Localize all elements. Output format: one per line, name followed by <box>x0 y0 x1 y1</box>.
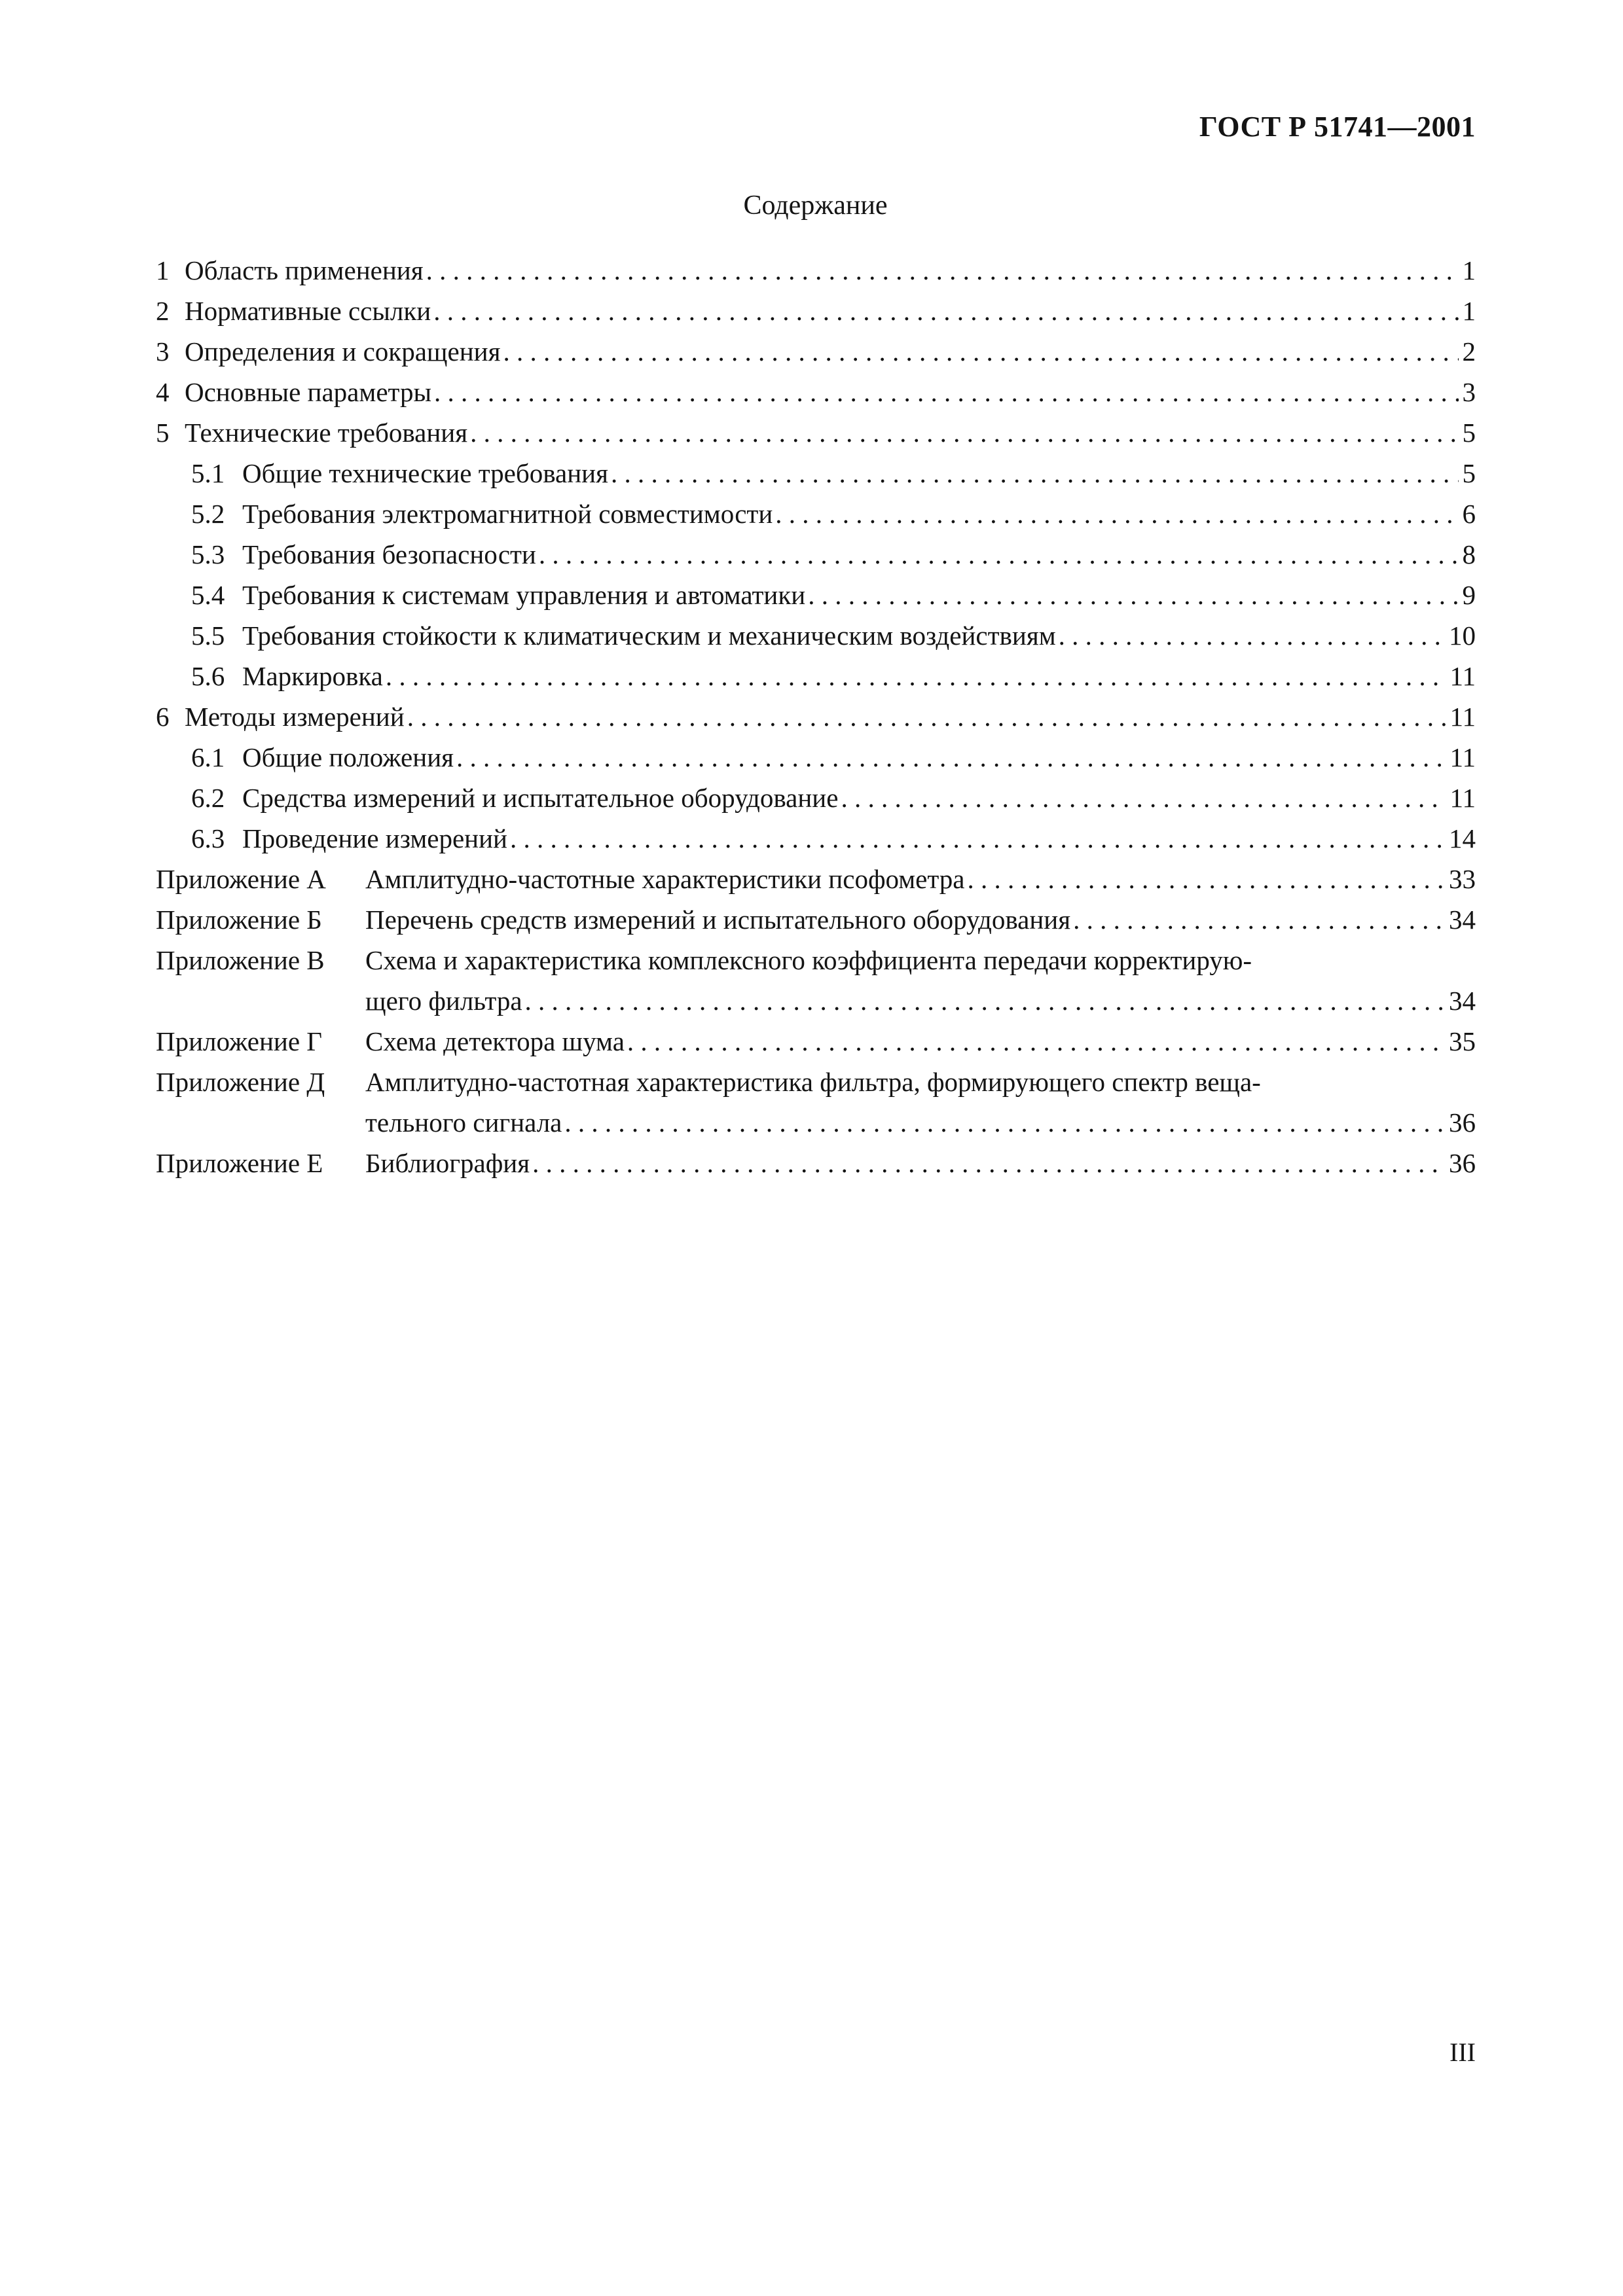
toc-appendix-d-continued[interactable] <box>156 1102 1476 1143</box>
leader-dots <box>467 412 1458 453</box>
toc-entry-page: 5 <box>1462 458 1476 488</box>
toc-entry-1[interactable] <box>156 250 1476 291</box>
toc-entry-5-1[interactable] <box>156 453 1476 493</box>
toc-appendix-v-continued[interactable] <box>156 980 1476 1021</box>
appendix-page: 36 <box>1449 1148 1476 1178</box>
toc-entry-5[interactable] <box>156 412 1476 453</box>
appendix-title: Библиография <box>365 1148 530 1178</box>
page-number: III <box>1450 2037 1476 2067</box>
toc-entry-page: 2 <box>1462 336 1476 367</box>
toc-entry-number: 5.5 <box>191 620 225 651</box>
toc-entry-number: 5 <box>156 418 170 448</box>
toc-entry-text: Общие технические требования <box>242 458 608 488</box>
appendix-label: Приложение Е <box>156 1148 323 1178</box>
toc-entry-6-3[interactable] <box>156 818 1476 859</box>
toc-entry-text: Требования к системам управления и автоматики <box>242 580 806 610</box>
leader-dots <box>562 1102 1445 1143</box>
leader-dots <box>454 737 1446 778</box>
leader-dots <box>838 778 1446 818</box>
appendix-label: Приложение В <box>156 945 325 975</box>
toc-appendix-g[interactable] <box>156 1021 1476 1062</box>
toc-entry-text: Проведение измерений <box>242 823 507 853</box>
toc-appendix-v[interactable] <box>156 940 1476 980</box>
toc-entry-text: Маркировка <box>242 661 383 691</box>
toc-entry-number: 2 <box>156 296 170 326</box>
leader-dots <box>805 575 1458 615</box>
appendix-title-line-1: Амплитудно-частотная характеристика фильтра, формирующего спектр веща- <box>365 1067 1261 1097</box>
toc-entry-page: 1 <box>1462 255 1476 285</box>
leader-dots <box>405 696 1446 737</box>
toc-entry-number: 5.2 <box>191 499 225 529</box>
appendix-page: 35 <box>1449 1026 1476 1056</box>
leader-dots <box>500 331 1458 372</box>
toc-entry-page: 14 <box>1449 823 1476 853</box>
toc-appendix-e[interactable] <box>156 1143 1476 1183</box>
toc-entry-number: 5.4 <box>191 580 225 610</box>
toc-entry-page: 1 <box>1462 296 1476 326</box>
toc-entry-text: Нормативные ссылки <box>185 296 431 326</box>
appendix-title-line-1: Схема и характеристика комплексного коэффициента передачи корректирую- <box>365 945 1252 975</box>
toc-entry-5-2[interactable] <box>156 493 1476 534</box>
toc-entry-page: 5 <box>1462 418 1476 448</box>
toc-entry-6-1[interactable] <box>156 737 1476 778</box>
leader-dots <box>431 291 1458 331</box>
toc-entry-number: 1 <box>156 255 170 285</box>
appendix-title: Схема детектора шума <box>365 1026 625 1056</box>
toc-entry-number: 3 <box>156 336 170 367</box>
toc-entry-number: 6.3 <box>191 823 225 853</box>
toc-entry-4[interactable] <box>156 372 1476 412</box>
toc-entry-text: Определения и сокращения <box>185 336 501 367</box>
toc-entry-page: 8 <box>1462 539 1476 569</box>
appendix-label: Приложение Г <box>156 1026 323 1056</box>
leader-dots <box>1056 615 1445 656</box>
leader-dots <box>773 493 1458 534</box>
toc-entry-number: 5.6 <box>191 661 225 691</box>
toc-entry-text: Методы измерений <box>185 702 405 732</box>
toc-entry-number: 6.1 <box>191 742 225 772</box>
toc-entry-page: 10 <box>1449 620 1476 651</box>
appendix-page: 36 <box>1449 1107 1476 1138</box>
toc-entry-5-4[interactable] <box>156 575 1476 615</box>
document-code: ГОСТ Р 51741—2001 <box>1199 111 1476 143</box>
toc-entry-text: Требования стойкости к климатическим и механическим воздействиям <box>242 620 1056 651</box>
toc-entry-2[interactable] <box>156 291 1476 331</box>
appendix-title-line-2: тельного сигнала <box>365 1107 562 1138</box>
toc-entry-text: Область применения <box>185 255 424 285</box>
leader-dots <box>530 1143 1445 1183</box>
toc-entry-page: 11 <box>1450 702 1476 732</box>
toc-entry-page: 3 <box>1462 377 1476 407</box>
toc-entry-page: 11 <box>1450 783 1476 813</box>
table-of-contents <box>156 250 1476 1183</box>
appendix-label: Приложение А <box>156 864 326 894</box>
toc-entry-text: Основные параметры <box>185 377 431 407</box>
toc-entry-text: Требования безопасности <box>242 539 536 569</box>
leader-dots <box>1070 899 1445 940</box>
appendix-page: 34 <box>1449 905 1476 935</box>
toc-entry-page: 11 <box>1450 661 1476 691</box>
toc-entry-text: Общие положения <box>242 742 454 772</box>
toc-appendix-d[interactable] <box>156 1062 1476 1102</box>
leader-dots <box>965 859 1446 899</box>
toc-appendix-a[interactable] <box>156 859 1476 899</box>
toc-title: Содержание <box>743 190 888 221</box>
toc-entry-text: Средства измерений и испытательное оборудование <box>242 783 839 813</box>
toc-entry-6-2[interactable] <box>156 778 1476 818</box>
appendix-label: Приложение Б <box>156 905 322 935</box>
toc-entry-number: 6 <box>156 702 170 732</box>
toc-entry-6[interactable] <box>156 696 1476 737</box>
toc-entry-5-3[interactable] <box>156 534 1476 575</box>
leader-dots <box>431 372 1459 412</box>
toc-entry-number: 4 <box>156 377 170 407</box>
toc-entry-3[interactable] <box>156 331 1476 372</box>
appendix-title: Амплитудно-частотные характеристики псофометра <box>365 864 965 894</box>
leader-dots <box>536 534 1459 575</box>
toc-entry-page: 11 <box>1450 742 1476 772</box>
leader-dots <box>507 818 1445 859</box>
toc-entry-text: Технические требования <box>185 418 468 448</box>
toc-entry-5-6[interactable] <box>156 656 1476 696</box>
toc-appendix-b[interactable] <box>156 899 1476 940</box>
toc-entry-number: 5.3 <box>191 539 225 569</box>
leader-dots <box>383 656 1446 696</box>
toc-entry-text: Требования электромагнитной совместимости <box>242 499 773 529</box>
leader-dots <box>625 1021 1445 1062</box>
toc-entry-5-5[interactable] <box>156 615 1476 656</box>
appendix-title: Перечень средств измерений и испытательного оборудования <box>365 905 1071 935</box>
leader-dots <box>424 250 1459 291</box>
appendix-label: Приложение Д <box>156 1067 325 1097</box>
appendix-page: 33 <box>1449 864 1476 894</box>
toc-entry-number: 6.2 <box>191 783 225 813</box>
appendix-title-line-2: щего фильтра <box>365 986 522 1016</box>
leader-dots <box>608 453 1459 493</box>
leader-dots <box>522 980 1445 1021</box>
toc-entry-page: 6 <box>1462 499 1476 529</box>
appendix-page: 34 <box>1449 986 1476 1016</box>
toc-entry-page: 9 <box>1462 580 1476 610</box>
toc-entry-number: 5.1 <box>191 458 225 488</box>
